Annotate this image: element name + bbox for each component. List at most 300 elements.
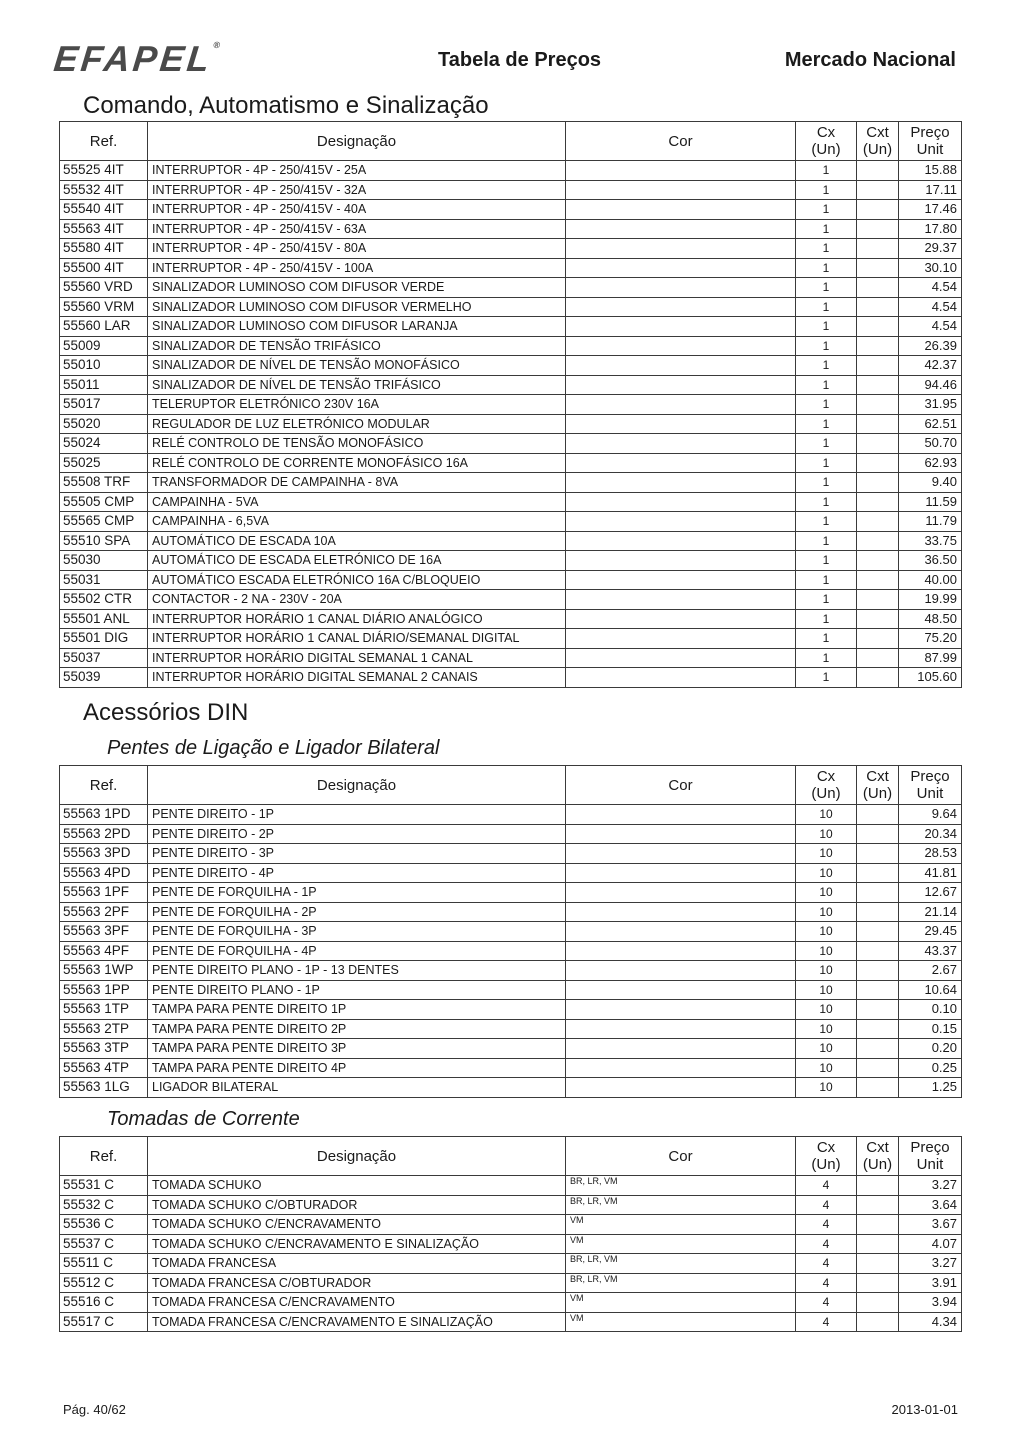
row-ref: 55563 1PF — [60, 883, 148, 903]
row-cxt — [857, 844, 899, 864]
row-cxt — [857, 1215, 899, 1235]
row-cxt — [857, 434, 899, 454]
row-ref: 55011 — [60, 375, 148, 395]
table-row — [60, 805, 962, 825]
row-ref: 55531 C — [60, 1176, 148, 1196]
row-ref: 55563 4PF — [60, 941, 148, 961]
row-designation: PENTE DIREITO - 2P — [148, 824, 566, 844]
row-cxt — [857, 961, 899, 981]
row-ref: 55500 4IT — [60, 258, 148, 278]
column-header-designation: Designação — [148, 122, 566, 161]
row-ref: 55563 2PF — [60, 902, 148, 922]
row-cxt — [857, 902, 899, 922]
row-designation: RELÉ CONTROLO DE TENSÃO MONOFÁSICO — [148, 434, 566, 454]
row-cx: 10 — [796, 980, 857, 1000]
row-price: 94.46 — [899, 375, 962, 395]
row-cx: 1 — [796, 551, 857, 571]
column-header-cxt-top: Cxt — [866, 124, 889, 141]
subsection-title-tomadas: Tomadas de Corrente — [107, 1108, 300, 1130]
row-ref: 55560 VRM — [60, 297, 148, 317]
document-title: Tabela de Preços — [438, 49, 602, 71]
row-ref: 55510 SPA — [60, 531, 148, 551]
column-header-price-bottom: Unit — [916, 785, 944, 802]
row-color: VM — [566, 1293, 796, 1313]
column-header-price-top: Preço — [910, 1139, 950, 1156]
row-color: BR, LR, VM — [566, 1195, 796, 1215]
row-color — [566, 356, 796, 376]
row-designation: INTERRUPTOR HORÁRIO DIGITAL SEMANAL 2 CANAIS — [148, 668, 566, 688]
column-header-price-bottom: Unit — [916, 141, 944, 158]
row-designation: TOMADA SCHUKO C/ENCRAVAMENTO — [148, 1215, 566, 1235]
row-ref: 55540 4IT — [60, 200, 148, 220]
row-designation: LIGADOR BILATERAL — [148, 1078, 566, 1098]
row-cx: 10 — [796, 805, 857, 825]
row-designation: TELERUPTOR ELETRÓNICO 230V 16A — [148, 395, 566, 415]
table-row — [60, 531, 962, 551]
row-cxt — [857, 512, 899, 532]
row-price: 4.54 — [899, 278, 962, 298]
row-ref: 55563 1PP — [60, 980, 148, 1000]
row-cxt — [857, 863, 899, 883]
row-color — [566, 200, 796, 220]
row-color — [566, 980, 796, 1000]
table-row — [60, 180, 962, 200]
row-ref: 55525 4IT — [60, 161, 148, 181]
column-header-cxt-top: Cxt — [866, 1139, 889, 1156]
row-price: 33.75 — [899, 531, 962, 551]
table-row — [60, 414, 962, 434]
row-cxt — [857, 356, 899, 376]
table-row — [60, 824, 962, 844]
column-header-cxt-bottom: (Un) — [862, 785, 893, 802]
table-row — [60, 434, 962, 454]
row-designation: SINALIZADOR LUMINOSO COM DIFUSOR VERDE — [148, 278, 566, 298]
row-designation: INTERRUPTOR HORÁRIO 1 CANAL DIÁRIO/SEMANAL DIGITAL — [148, 629, 566, 649]
table-row — [60, 844, 962, 864]
row-designation: INTERRUPTOR - 4P - 250/415V - 100A — [148, 258, 566, 278]
row-ref: 55511 C — [60, 1254, 148, 1274]
row-color — [566, 961, 796, 981]
table-row — [60, 1254, 962, 1274]
row-price: 12.67 — [899, 883, 962, 903]
row-price: 30.10 — [899, 258, 962, 278]
row-color — [566, 590, 796, 610]
row-color — [566, 180, 796, 200]
column-header-cxt — [857, 766, 899, 805]
row-price: 50.70 — [899, 434, 962, 454]
row-cxt — [857, 453, 899, 473]
column-header-cx-top: Cx — [816, 1139, 836, 1156]
row-color — [566, 512, 796, 532]
column-header-color: Cor — [566, 122, 796, 161]
row-cxt — [857, 200, 899, 220]
row-price: 42.37 — [899, 356, 962, 376]
row-price: 0.20 — [899, 1039, 962, 1059]
row-cxt — [857, 375, 899, 395]
row-designation: PENTE DE FORQUILHA - 2P — [148, 902, 566, 922]
column-header-ref: Ref. — [60, 766, 148, 805]
row-ref: 55563 2PD — [60, 824, 148, 844]
row-price: 19.99 — [899, 590, 962, 610]
row-color — [566, 805, 796, 825]
row-price: 36.50 — [899, 551, 962, 571]
row-ref: 55563 1WP — [60, 961, 148, 981]
row-ref: 55563 2TP — [60, 1019, 148, 1039]
row-color — [566, 1058, 796, 1078]
row-price: 87.99 — [899, 648, 962, 668]
row-price: 20.34 — [899, 824, 962, 844]
row-price: 9.40 — [899, 473, 962, 493]
column-header-designation: Designação — [148, 766, 566, 805]
row-price: 2.67 — [899, 961, 962, 981]
row-cxt — [857, 1273, 899, 1293]
row-designation: PENTE DIREITO - 4P — [148, 863, 566, 883]
row-designation: PENTE DIREITO PLANO - 1P — [148, 980, 566, 1000]
row-designation: TOMADA SCHUKO C/ENCRAVAMENTO E SINALIZAÇÃO — [148, 1234, 566, 1254]
row-ref: 55563 4PD — [60, 863, 148, 883]
row-ref: 55563 4TP — [60, 1058, 148, 1078]
column-header-price — [899, 122, 962, 161]
table-row — [60, 473, 962, 493]
row-price: 1.25 — [899, 1078, 962, 1098]
row-color — [566, 844, 796, 864]
row-cx: 1 — [796, 492, 857, 512]
row-cx: 10 — [796, 902, 857, 922]
column-header-designation: Designação — [148, 1137, 566, 1176]
row-cx: 1 — [796, 200, 857, 220]
row-ref: 55532 4IT — [60, 180, 148, 200]
table-row — [60, 161, 962, 181]
table-row — [60, 1234, 962, 1254]
row-price: 41.81 — [899, 863, 962, 883]
row-price: 3.27 — [899, 1176, 962, 1196]
section-title-acessorios: Acessórios DIN — [83, 699, 249, 726]
row-color — [566, 375, 796, 395]
row-price: 3.91 — [899, 1273, 962, 1293]
row-cx: 4 — [796, 1215, 857, 1235]
table-header-row — [60, 122, 962, 161]
row-cx: 1 — [796, 434, 857, 454]
row-designation: TAMPA PARA PENTE DIREITO 4P — [148, 1058, 566, 1078]
row-ref: 55039 — [60, 668, 148, 688]
row-cxt — [857, 161, 899, 181]
row-cx: 10 — [796, 941, 857, 961]
row-color — [566, 941, 796, 961]
row-cxt — [857, 336, 899, 356]
table-row — [60, 1058, 962, 1078]
row-cxt — [857, 1176, 899, 1196]
row-ref: 55508 TRF — [60, 473, 148, 493]
table-row — [60, 453, 962, 473]
column-header-cx-top: Cx — [816, 768, 836, 785]
section-title-comando: Comando, Automatismo e Sinalização — [83, 92, 489, 119]
row-color: VM — [566, 1312, 796, 1332]
row-cxt — [857, 1058, 899, 1078]
column-header-cx — [796, 766, 857, 805]
row-designation: PENTE DIREITO - 3P — [148, 844, 566, 864]
row-color — [566, 1078, 796, 1098]
price-table-tomadas — [59, 1136, 962, 1332]
row-ref: 55563 3PF — [60, 922, 148, 942]
row-designation: INTERRUPTOR - 4P - 250/415V - 40A — [148, 200, 566, 220]
row-cxt — [857, 395, 899, 415]
column-header-color: Cor — [566, 766, 796, 805]
row-cxt — [857, 219, 899, 239]
row-cx: 1 — [796, 278, 857, 298]
row-ref: 55565 CMP — [60, 512, 148, 532]
row-designation: AUTOMÁTICO DE ESCADA ELETRÓNICO DE 16A — [148, 551, 566, 571]
table-row — [60, 922, 962, 942]
row-cx: 10 — [796, 961, 857, 981]
row-ref: 55560 VRD — [60, 278, 148, 298]
table-row — [60, 219, 962, 239]
subsection-title-pentes: Pentes de Ligação e Ligador Bilateral — [107, 737, 440, 759]
row-cx: 1 — [796, 375, 857, 395]
row-designation: TOMADA FRANCESA C/ENCRAVAMENTO E SINALIZAÇÃO — [148, 1312, 566, 1332]
row-color: VM — [566, 1215, 796, 1235]
row-cxt — [857, 805, 899, 825]
row-designation: INTERRUPTOR HORÁRIO 1 CANAL DIÁRIO ANALÓGICO — [148, 609, 566, 629]
row-price: 105.60 — [899, 668, 962, 688]
row-cx: 10 — [796, 883, 857, 903]
row-cx: 4 — [796, 1234, 857, 1254]
row-price: 0.25 — [899, 1058, 962, 1078]
row-color — [566, 161, 796, 181]
table-row — [60, 1293, 962, 1313]
row-price: 28.53 — [899, 844, 962, 864]
row-price: 40.00 — [899, 570, 962, 590]
row-designation: SINALIZADOR LUMINOSO COM DIFUSOR LARANJA — [148, 317, 566, 337]
row-ref: 55563 3PD — [60, 844, 148, 864]
row-price: 29.37 — [899, 239, 962, 259]
row-color — [566, 258, 796, 278]
row-price: 31.95 — [899, 395, 962, 415]
row-color — [566, 336, 796, 356]
column-header-ref: Ref. — [60, 122, 148, 161]
row-cx: 10 — [796, 1019, 857, 1039]
table-row — [60, 1273, 962, 1293]
row-cx: 4 — [796, 1312, 857, 1332]
row-cx: 1 — [796, 180, 857, 200]
logo-registered-mark: ® — [212, 40, 221, 50]
row-designation: SINALIZADOR DE NÍVEL DE TENSÃO MONOFÁSICO — [148, 356, 566, 376]
row-price: 17.46 — [899, 200, 962, 220]
row-cxt — [857, 317, 899, 337]
market-label: Mercado Nacional — [784, 49, 956, 71]
column-header-cxt — [857, 1137, 899, 1176]
row-price: 9.64 — [899, 805, 962, 825]
table-row — [60, 258, 962, 278]
row-cx: 1 — [796, 414, 857, 434]
row-cx: 1 — [796, 297, 857, 317]
row-color — [566, 609, 796, 629]
row-color — [566, 473, 796, 493]
row-cxt — [857, 570, 899, 590]
row-cx: 10 — [796, 922, 857, 942]
row-price: 0.10 — [899, 1000, 962, 1020]
row-ref: 55563 1LG — [60, 1078, 148, 1098]
row-price: 26.39 — [899, 336, 962, 356]
row-color — [566, 824, 796, 844]
table-row — [60, 590, 962, 610]
row-cxt — [857, 492, 899, 512]
table-row — [60, 492, 962, 512]
row-price: 11.79 — [899, 512, 962, 532]
row-color — [566, 434, 796, 454]
row-designation: TAMPA PARA PENTE DIREITO 1P — [148, 1000, 566, 1020]
table-row — [60, 863, 962, 883]
row-cxt — [857, 297, 899, 317]
row-price: 4.34 — [899, 1312, 962, 1332]
row-color — [566, 395, 796, 415]
row-color — [566, 1000, 796, 1020]
table-row — [60, 1312, 962, 1332]
page-number: Pág. 40/62 — [63, 1402, 126, 1417]
row-price: 48.50 — [899, 609, 962, 629]
row-ref: 55017 — [60, 395, 148, 415]
row-cx: 1 — [796, 668, 857, 688]
row-cx: 10 — [796, 1000, 857, 1020]
row-color — [566, 278, 796, 298]
row-cx: 10 — [796, 1039, 857, 1059]
row-cx: 1 — [796, 336, 857, 356]
row-ref: 55512 C — [60, 1273, 148, 1293]
table-row — [60, 941, 962, 961]
column-header-cx — [796, 122, 857, 161]
row-color: BR, LR, VM — [566, 1273, 796, 1293]
column-header-price-bottom: Unit — [916, 1156, 944, 1173]
table-row — [60, 609, 962, 629]
row-ref: 55580 4IT — [60, 239, 148, 259]
table-row — [60, 336, 962, 356]
row-ref: 55516 C — [60, 1293, 148, 1313]
row-price: 3.64 — [899, 1195, 962, 1215]
row-cxt — [857, 648, 899, 668]
row-price: 15.88 — [899, 161, 962, 181]
row-price: 0.15 — [899, 1019, 962, 1039]
row-designation: SINALIZADOR DE NÍVEL DE TENSÃO TRIFÁSICO — [148, 375, 566, 395]
column-header-cxt-top: Cxt — [866, 768, 889, 785]
column-header-ref: Ref. — [60, 1137, 148, 1176]
row-ref: 55031 — [60, 570, 148, 590]
table-row — [60, 1195, 962, 1215]
table-row — [60, 551, 962, 571]
row-ref: 55010 — [60, 356, 148, 376]
row-cxt — [857, 590, 899, 610]
row-ref: 55037 — [60, 648, 148, 668]
row-designation: PENTE DE FORQUILHA - 4P — [148, 941, 566, 961]
row-cxt — [857, 551, 899, 571]
row-price: 4.07 — [899, 1234, 962, 1254]
row-price: 62.51 — [899, 414, 962, 434]
row-cx: 1 — [796, 590, 857, 610]
document-date: 2013-01-01 — [891, 1402, 958, 1417]
row-cxt — [857, 1312, 899, 1332]
row-cxt — [857, 1078, 899, 1098]
row-cxt — [857, 1254, 899, 1274]
row-designation: INTERRUPTOR - 4P - 250/415V - 63A — [148, 219, 566, 239]
table-header-row — [60, 1137, 962, 1176]
row-designation: INTERRUPTOR HORÁRIO DIGITAL SEMANAL 1 CANAL — [148, 648, 566, 668]
row-designation: TOMADA FRANCESA — [148, 1254, 566, 1274]
row-designation: INTERRUPTOR - 4P - 250/415V - 25A — [148, 161, 566, 181]
row-price: 62.93 — [899, 453, 962, 473]
table-row — [60, 570, 962, 590]
column-header-cxt — [857, 122, 899, 161]
row-color: VM — [566, 1234, 796, 1254]
row-ref: 55563 1PD — [60, 805, 148, 825]
row-designation: PENTE DE FORQUILHA - 1P — [148, 883, 566, 903]
table-row — [60, 317, 962, 337]
table-row — [60, 902, 962, 922]
row-price: 29.45 — [899, 922, 962, 942]
table-row — [60, 668, 962, 688]
row-designation: REGULADOR DE LUZ ELETRÓNICO MODULAR — [148, 414, 566, 434]
table-row — [60, 629, 962, 649]
row-cxt — [857, 922, 899, 942]
table-row — [60, 512, 962, 532]
row-cx: 10 — [796, 824, 857, 844]
row-color — [566, 902, 796, 922]
table-row — [60, 278, 962, 298]
row-price: 3.27 — [899, 1254, 962, 1274]
logo-text: EFAPEL — [51, 38, 215, 79]
row-cx: 1 — [796, 161, 857, 181]
row-price: 4.54 — [899, 297, 962, 317]
row-cx: 1 — [796, 609, 857, 629]
column-header-cxt-bottom: (Un) — [862, 141, 893, 158]
column-header-price-top: Preço — [910, 768, 950, 785]
row-designation: PENTE DIREITO PLANO - 1P - 13 DENTES — [148, 961, 566, 981]
row-designation: TAMPA PARA PENTE DIREITO 2P — [148, 1019, 566, 1039]
row-cx: 4 — [796, 1273, 857, 1293]
row-ref: 55537 C — [60, 1234, 148, 1254]
row-color — [566, 531, 796, 551]
row-designation: CONTACTOR - 2 NA - 230V - 20A — [148, 590, 566, 610]
row-cx: 4 — [796, 1293, 857, 1313]
row-cx: 4 — [796, 1195, 857, 1215]
column-header-price-top: Preço — [910, 124, 950, 141]
column-header-price — [899, 1137, 962, 1176]
row-price: 11.59 — [899, 492, 962, 512]
row-color — [566, 668, 796, 688]
row-designation: TAMPA PARA PENTE DIREITO 3P — [148, 1039, 566, 1059]
row-designation: CAMPAINHA - 6,5VA — [148, 512, 566, 532]
row-cxt — [857, 414, 899, 434]
row-cx: 1 — [796, 473, 857, 493]
table-row — [60, 1000, 962, 1020]
row-color: BR, LR, VM — [566, 1176, 796, 1196]
row-cx: 1 — [796, 512, 857, 532]
row-designation: PENTE DIREITO - 1P — [148, 805, 566, 825]
row-cx: 1 — [796, 239, 857, 259]
table-row — [60, 1215, 962, 1235]
row-cx: 1 — [796, 453, 857, 473]
row-cxt — [857, 609, 899, 629]
column-header-cx — [796, 1137, 857, 1176]
table-row — [60, 375, 962, 395]
row-cx: 1 — [796, 356, 857, 376]
table-header-row — [60, 766, 962, 805]
table-row — [60, 883, 962, 903]
row-designation: TOMADA FRANCESA C/ENCRAVAMENTO — [148, 1293, 566, 1313]
row-color: BR, LR, VM — [566, 1254, 796, 1274]
row-price: 10.64 — [899, 980, 962, 1000]
row-cx: 10 — [796, 844, 857, 864]
row-color — [566, 863, 796, 883]
row-cxt — [857, 278, 899, 298]
row-cxt — [857, 1195, 899, 1215]
